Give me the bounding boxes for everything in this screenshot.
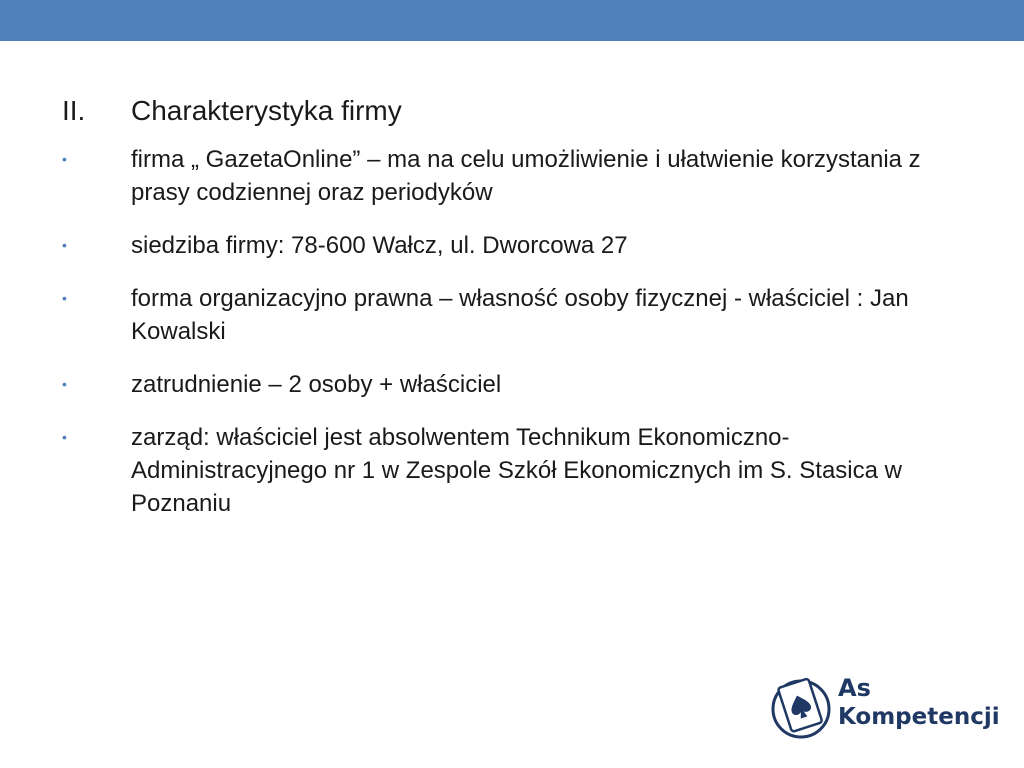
- list-item-text: zatrudnienie – 2 osoby + właściciel: [131, 371, 502, 398]
- list-item-text: siedziba firmy: 78-600 Wałcz, ul. Dworcowa 27: [131, 232, 628, 259]
- bullet-icon: •: [62, 151, 67, 167]
- spade-card-icon: [768, 668, 838, 748]
- as-kompetencji-logo: [768, 668, 998, 748]
- list-item: [62, 229, 942, 262]
- heading-title: Charakterystyka firmy: [131, 95, 402, 126]
- top-banner: [0, 0, 1024, 41]
- list-item-text: firma „ GazetaOnline” – ma na celu umożliwienie i ułatwienie korzystania z prasy codziennej oraz periodyków: [131, 146, 921, 206]
- slide-heading: [62, 94, 942, 128]
- list-item-text: zarząd: właściciel jest absolwentem Technikum Ekonomiczno-Administracyjnego nr 1 w Zespole Szkół Ekonomicznych im S. Stasica w Poznaniu: [131, 424, 902, 517]
- logo-text-line1: As: [838, 674, 871, 702]
- list-item: [62, 143, 942, 209]
- bullet-icon: •: [62, 237, 67, 253]
- bullet-list: [62, 143, 942, 520]
- bullet-icon: •: [62, 376, 67, 392]
- logo-text-line2: Kompetencji: [838, 704, 1000, 730]
- slide-content: [62, 94, 942, 540]
- list-item: [62, 368, 942, 401]
- bullet-icon: •: [62, 290, 67, 306]
- list-item: [62, 421, 942, 520]
- bullet-icon: •: [62, 429, 67, 445]
- list-item-text: forma organizacyjno prawna – własność osoby fizycznej - właściciel : Jan Kowalski: [131, 285, 909, 345]
- heading-number: II.: [62, 95, 86, 126]
- list-item: [62, 282, 942, 348]
